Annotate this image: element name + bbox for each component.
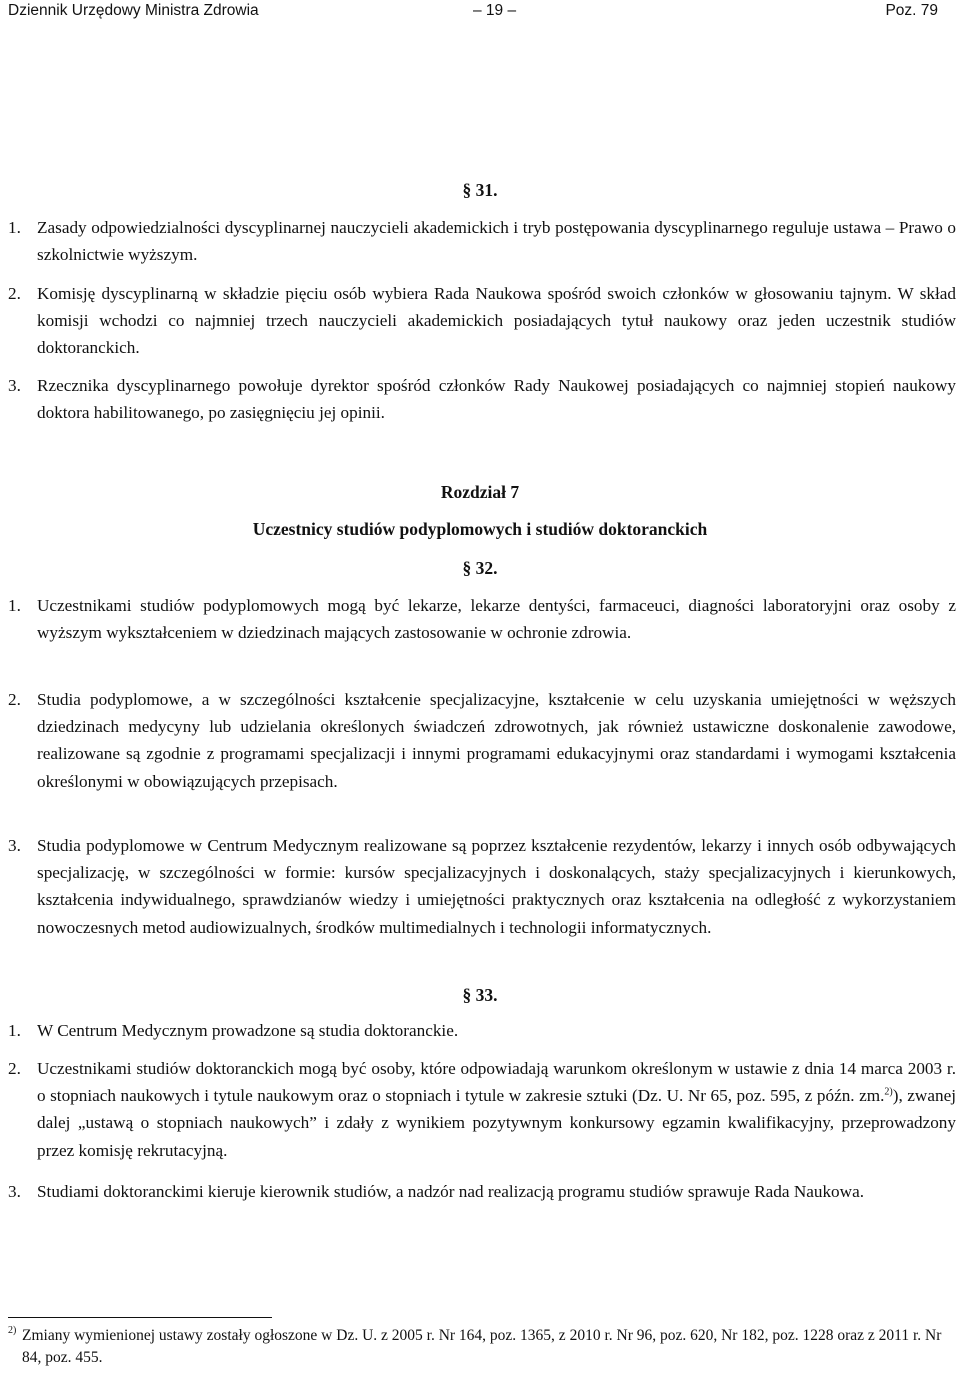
position-number: Poz. 79 (885, 2, 938, 19)
footnote-reference[interactable]: 2) (884, 1086, 893, 1098)
s31-paragraph-2 (8, 280, 956, 362)
paragraph-number: 3. (8, 1182, 21, 1201)
paragraph-text-part-1: Uczestnikami studiów doktoranckich mogą być osoby, które odpowiadają warunkom określonym w ustawie z dnia 14 marca 2003 r. o stopniach naukowych i tytule naukowym oraz o stopniach i tytule w zakresie sztuki (Dz. U. Nr 65, poz. 595, z późn. zm. (37, 1059, 956, 1106)
paragraph-text: Studiami doktoranckimi kieruje kierownik studiów, a nadzór nad realizacją programu studiów sprawuje Rada Naukowa. (37, 1182, 864, 1201)
paragraph-number: 1. (8, 596, 21, 615)
paragraph-text: Studia podyplomowe, a w szczególności kształcenie specjalizacyjne, kształcenie w celu uzyskania umiejętności w węższych dziedzinach medycyny lub udzielania określonych świadczeń zdrowotnych, jak również ustawiczne doskonalenie zawodowe, realizowane są zgodnie z programami specjalizacji i innymi programami edukacyjnymi oraz standardami i wymogami kształcenia określonymi w obowiązujących przepisach. (37, 690, 956, 791)
paragraph-text: Komisję dyscyplinarną w składzie pięciu osób wybiera Rada Naukowa spośród swoich członków w głosowaniu tajnym. W skład komisji wchodzi co najmniej trzech nauczycieli akademickich posiadających tytuł naukowy oraz jeden uczestnik studiów doktoranckich. (37, 284, 956, 358)
journal-title: Dziennik Urzędowy Ministra Zdrowia (8, 2, 259, 19)
footnote-separator (8, 1317, 272, 1318)
paragraph-number: 2. (8, 1059, 21, 1078)
s32-paragraph-3 (8, 832, 956, 941)
paragraph-number: 2. (8, 284, 21, 303)
paragraph-number: 2. (8, 690, 21, 709)
paragraph-number: 1. (8, 1021, 21, 1040)
paragraph-number: 3. (8, 836, 21, 855)
s33-paragraph-2 (8, 1055, 956, 1164)
paragraph-number: 1. (8, 218, 21, 237)
chapter-title: Uczestnicy studiów podyplomowych i studiów doktoranckich (252, 519, 708, 539)
s32-paragraph-2 (8, 686, 956, 795)
footnote (8, 1325, 956, 1369)
paragraph-text: Zasady odpowiedzialności dyscyplinarnej nauczycieli akademickich i tryb postępowania dyscyplinarnego reguluje ustawa – Prawo o szkolnictwie wyższym. (37, 218, 956, 265)
paragraph-text (37, 1055, 956, 1164)
s32-paragraph-1 (8, 592, 956, 646)
section-31-title: § 31. (462, 180, 498, 200)
paragraph-number: 3. (8, 376, 21, 395)
s33-paragraph-1 (8, 1017, 956, 1044)
s31-paragraph-1 (8, 214, 956, 268)
chapter-number: Rozdział 7 (440, 482, 520, 502)
page-number: – 19 – (473, 2, 517, 19)
paragraph-text: Rzecznika dyscyplinarnego powołuje dyrektor spośród członków Rady Naukowej posiadających co najmniej stopień naukowy doktora habilitowanego, po zasięgnięciu jej opinii. (37, 376, 956, 423)
s33-paragraph-3 (8, 1178, 956, 1205)
page-header (8, 0, 938, 22)
footnote-number: 2) (8, 1325, 17, 1336)
paragraph-text: Uczestnikami studiów podyplomowych mogą być lekarze, lekarze dentyści, farmaceuci, diagności laboratoryjni oraz osoby z wyższym wykształceniem w dziedzinach mających zastosowanie w ochronie zdrowia. (37, 596, 956, 643)
paragraph-text: Studia podyplomowe w Centrum Medycznym realizowane są poprzez kształcenie rezydentów, lekarzy i innych osób odbywających specjalizację, w szczególności w formie: kursów specjalizacyjnych i doskonalących, staży specjalizacyjnych i kierunkowych, kształcenia indywidualnego, sprawdzianów wiedzy i umiejętności praktycznych oraz kształcenia na odległość z wykorzystaniem nowoczesnych metod audiowizualnych, środków multimedialnych i technologii informatycznych. (37, 836, 956, 937)
s31-paragraph-3 (8, 372, 956, 426)
section-33-title: § 33. (462, 985, 498, 1005)
section-32-title: § 32. (462, 558, 498, 578)
footnote-text: Zmiany wymienionej ustawy zostały ogłoszone w Dz. U. z 2005 r. Nr 164, poz. 1365, z 2010 r. Nr 96, poz. 620, Nr 182, poz. 1228 oraz z 2011 r. Nr 84, poz. 455. (22, 1327, 942, 1366)
paragraph-text-part-2: ), zwanej dalej „ustawą o stopniach naukowych” i zdały z wynikiem pozytywnym konkursowy egzamin kwalifikacyjny, przeprowadzony przez komisję rekrutacyjną. (37, 1086, 956, 1160)
paragraph-text: W Centrum Medycznym prowadzone są studia doktoranckie. (37, 1021, 459, 1040)
